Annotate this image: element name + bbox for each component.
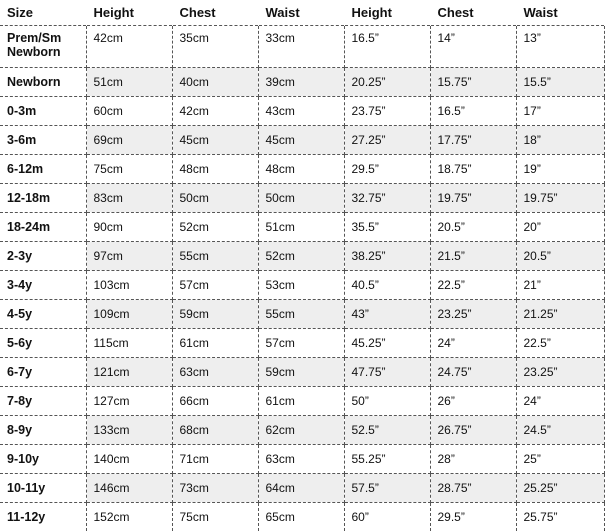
size-cell: 9-10y xyxy=(0,445,86,474)
header-waist-cm: Waist xyxy=(258,0,344,26)
chest-in-cell: 24.75” xyxy=(430,358,516,387)
height-in-cell: 16.5” xyxy=(344,26,430,68)
height-in-cell: 29.5” xyxy=(344,155,430,184)
table-row xyxy=(0,213,604,242)
waist-cm-cell: 63cm xyxy=(258,445,344,474)
waist-in-cell: 17” xyxy=(516,97,604,126)
header-chest-cm: Chest xyxy=(172,0,258,26)
table-row xyxy=(0,184,604,213)
waist-in-cell: 24.5” xyxy=(516,416,604,445)
height-cm-cell: 152cm xyxy=(86,503,172,531)
height-in-cell: 38.25” xyxy=(344,242,430,271)
height-cm-cell: 83cm xyxy=(86,184,172,213)
height-in-cell: 43” xyxy=(344,300,430,329)
table-row xyxy=(0,474,604,503)
chest-cm-cell: 55cm xyxy=(172,242,258,271)
waist-cm-cell: 55cm xyxy=(258,300,344,329)
height-cm-cell: 60cm xyxy=(86,97,172,126)
table-row xyxy=(0,26,604,68)
table-row xyxy=(0,300,604,329)
waist-in-cell: 19” xyxy=(516,155,604,184)
size-cell: 0-3m xyxy=(0,97,86,126)
waist-cm-cell: 61cm xyxy=(258,387,344,416)
height-in-cell: 50” xyxy=(344,387,430,416)
chest-in-cell: 22.5” xyxy=(430,271,516,300)
waist-cm-cell: 48cm xyxy=(258,155,344,184)
size-cell: 2-3y xyxy=(0,242,86,271)
chest-cm-cell: 42cm xyxy=(172,97,258,126)
waist-cm-cell: 43cm xyxy=(258,97,344,126)
chest-in-cell: 24” xyxy=(430,329,516,358)
header-row xyxy=(0,0,604,26)
chest-in-cell: 17.75” xyxy=(430,126,516,155)
table-row xyxy=(0,97,604,126)
height-in-cell: 27.25” xyxy=(344,126,430,155)
waist-in-cell: 22.5” xyxy=(516,329,604,358)
table-row xyxy=(0,126,604,155)
size-cell: 4-5y xyxy=(0,300,86,329)
waist-in-cell: 25.75” xyxy=(516,503,604,531)
size-cell: 7-8y xyxy=(0,387,86,416)
size-cell: 10-11y xyxy=(0,474,86,503)
table-row xyxy=(0,387,604,416)
waist-in-cell: 13” xyxy=(516,26,604,68)
table-row xyxy=(0,358,604,387)
chest-in-cell: 18.75” xyxy=(430,155,516,184)
size-cell: 6-12m xyxy=(0,155,86,184)
table-row xyxy=(0,445,604,474)
table-body xyxy=(0,26,604,531)
chest-cm-cell: 57cm xyxy=(172,271,258,300)
table-row xyxy=(0,242,604,271)
table-row xyxy=(0,416,604,445)
waist-in-cell: 21” xyxy=(516,271,604,300)
size-cell: Newborn xyxy=(0,68,86,97)
chest-in-cell: 20.5” xyxy=(430,213,516,242)
waist-in-cell: 20.5” xyxy=(516,242,604,271)
waist-in-cell: 21.25” xyxy=(516,300,604,329)
waist-cm-cell: 53cm xyxy=(258,271,344,300)
chest-cm-cell: 63cm xyxy=(172,358,258,387)
height-in-cell: 45.25” xyxy=(344,329,430,358)
waist-cm-cell: 65cm xyxy=(258,503,344,531)
chest-cm-cell: 66cm xyxy=(172,387,258,416)
height-cm-cell: 75cm xyxy=(86,155,172,184)
height-in-cell: 35.5” xyxy=(344,213,430,242)
size-cell: 8-9y xyxy=(0,416,86,445)
height-in-cell: 52.5” xyxy=(344,416,430,445)
chest-in-cell: 26.75” xyxy=(430,416,516,445)
height-in-cell: 23.75” xyxy=(344,97,430,126)
chest-in-cell: 21.5” xyxy=(430,242,516,271)
waist-cm-cell: 33cm xyxy=(258,26,344,68)
height-in-cell: 40.5” xyxy=(344,271,430,300)
height-cm-cell: 42cm xyxy=(86,26,172,68)
height-cm-cell: 133cm xyxy=(86,416,172,445)
waist-in-cell: 20” xyxy=(516,213,604,242)
height-cm-cell: 90cm xyxy=(86,213,172,242)
chest-cm-cell: 61cm xyxy=(172,329,258,358)
chest-cm-cell: 45cm xyxy=(172,126,258,155)
waist-cm-cell: 51cm xyxy=(258,213,344,242)
waist-in-cell: 25.25” xyxy=(516,474,604,503)
chest-cm-cell: 48cm xyxy=(172,155,258,184)
height-in-cell: 47.75” xyxy=(344,358,430,387)
chest-cm-cell: 59cm xyxy=(172,300,258,329)
height-cm-cell: 146cm xyxy=(86,474,172,503)
height-cm-cell: 109cm xyxy=(86,300,172,329)
waist-in-cell: 19.75” xyxy=(516,184,604,213)
waist-cm-cell: 62cm xyxy=(258,416,344,445)
height-cm-cell: 127cm xyxy=(86,387,172,416)
height-in-cell: 60” xyxy=(344,503,430,531)
size-cell: 12-18m xyxy=(0,184,86,213)
header-height-cm: Height xyxy=(86,0,172,26)
waist-cm-cell: 59cm xyxy=(258,358,344,387)
table-row xyxy=(0,155,604,184)
size-cell: 11-12y xyxy=(0,503,86,531)
height-in-cell: 55.25” xyxy=(344,445,430,474)
height-cm-cell: 121cm xyxy=(86,358,172,387)
height-cm-cell: 115cm xyxy=(86,329,172,358)
waist-in-cell: 18” xyxy=(516,126,604,155)
header-waist-in: Waist xyxy=(516,0,604,26)
chest-cm-cell: 75cm xyxy=(172,503,258,531)
height-cm-cell: 103cm xyxy=(86,271,172,300)
table-row xyxy=(0,271,604,300)
height-cm-cell: 69cm xyxy=(86,126,172,155)
chest-in-cell: 28” xyxy=(430,445,516,474)
waist-cm-cell: 50cm xyxy=(258,184,344,213)
table-row xyxy=(0,68,604,97)
chest-cm-cell: 68cm xyxy=(172,416,258,445)
size-cell: 18-24m xyxy=(0,213,86,242)
waist-cm-cell: 39cm xyxy=(258,68,344,97)
header-size: Size xyxy=(0,0,86,26)
waist-in-cell: 25” xyxy=(516,445,604,474)
chest-in-cell: 29.5” xyxy=(430,503,516,531)
waist-cm-cell: 52cm xyxy=(258,242,344,271)
waist-cm-cell: 57cm xyxy=(258,329,344,358)
waist-cm-cell: 64cm xyxy=(258,474,344,503)
size-cell: Prem/Sm Newborn xyxy=(0,26,86,68)
height-cm-cell: 97cm xyxy=(86,242,172,271)
chest-cm-cell: 52cm xyxy=(172,213,258,242)
size-cell: 6-7y xyxy=(0,358,86,387)
chest-cm-cell: 50cm xyxy=(172,184,258,213)
table-row xyxy=(0,329,604,358)
table-header xyxy=(0,0,604,26)
chest-cm-cell: 73cm xyxy=(172,474,258,503)
size-cell: 5-6y xyxy=(0,329,86,358)
header-chest-in: Chest xyxy=(430,0,516,26)
header-height-in: Height xyxy=(344,0,430,26)
chest-cm-cell: 71cm xyxy=(172,445,258,474)
height-cm-cell: 140cm xyxy=(86,445,172,474)
chest-in-cell: 19.75” xyxy=(430,184,516,213)
size-cell: 3-6m xyxy=(0,126,86,155)
chest-in-cell: 14” xyxy=(430,26,516,68)
chest-in-cell: 16.5” xyxy=(430,97,516,126)
chest-in-cell: 26” xyxy=(430,387,516,416)
height-in-cell: 32.75” xyxy=(344,184,430,213)
height-in-cell: 20.25” xyxy=(344,68,430,97)
waist-in-cell: 23.25” xyxy=(516,358,604,387)
waist-in-cell: 15.5” xyxy=(516,68,604,97)
chest-in-cell: 28.75” xyxy=(430,474,516,503)
table-row xyxy=(0,503,604,531)
height-in-cell: 57.5” xyxy=(344,474,430,503)
waist-in-cell: 24” xyxy=(516,387,604,416)
height-cm-cell: 51cm xyxy=(86,68,172,97)
chest-cm-cell: 40cm xyxy=(172,68,258,97)
size-cell: 3-4y xyxy=(0,271,86,300)
chest-in-cell: 15.75” xyxy=(430,68,516,97)
waist-cm-cell: 45cm xyxy=(258,126,344,155)
chest-cm-cell: 35cm xyxy=(172,26,258,68)
chest-in-cell: 23.25” xyxy=(430,300,516,329)
